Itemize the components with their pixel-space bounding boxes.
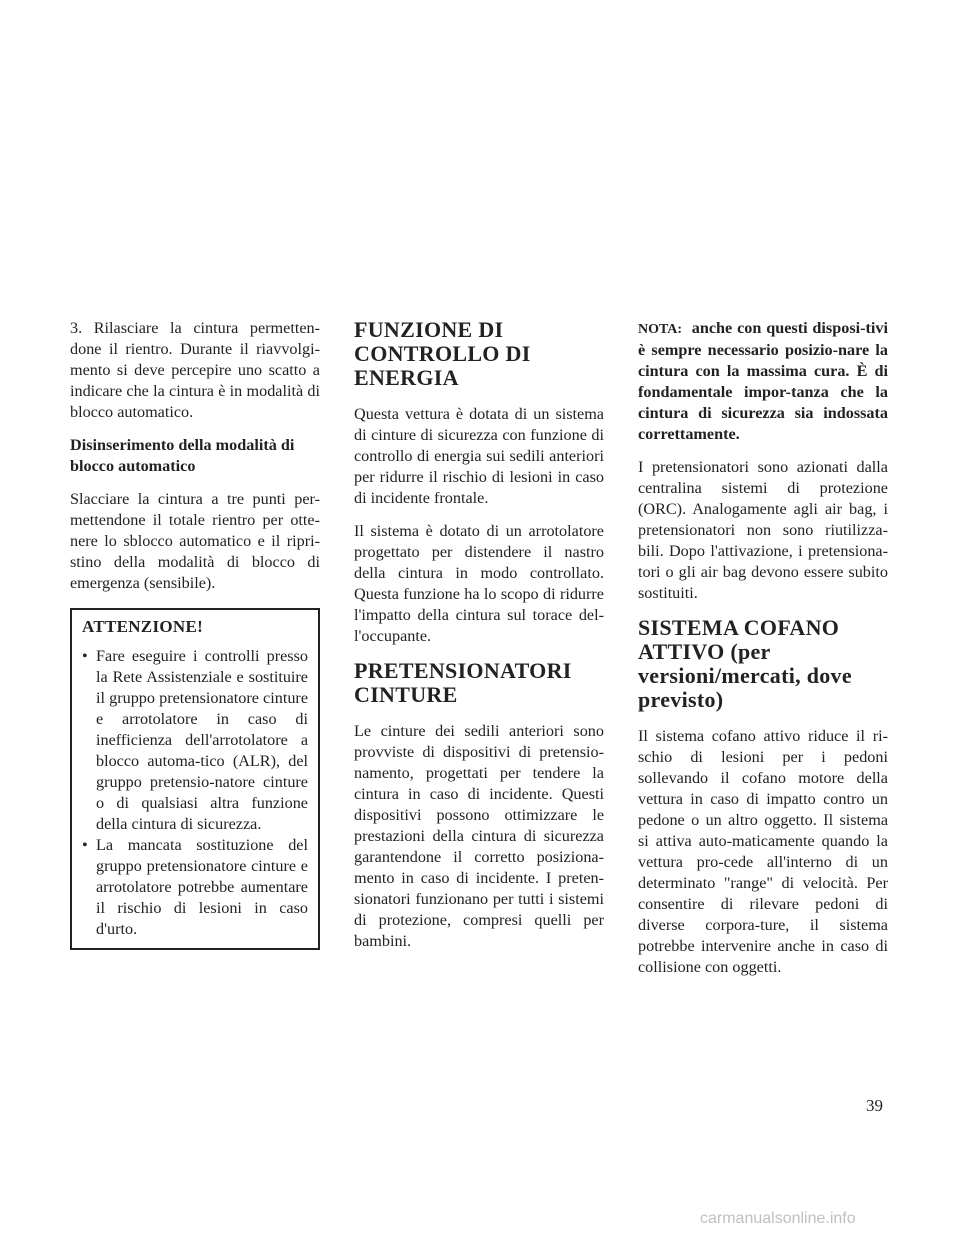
right-column: [638, 318, 888, 990]
note-label: NOTA:: [638, 322, 683, 337]
note-paragraph: [638, 318, 888, 445]
page-number: 39: [866, 1096, 883, 1115]
pretensioners-heading: PRETENSIONATORI CINTURE: [354, 658, 572, 707]
warning-box: [70, 608, 320, 950]
middle-column: [354, 318, 604, 964]
auto-lock-disengage-heading: Disinserimento della modalità di blocco automatico: [70, 436, 295, 475]
auto-lock-disengage-text: Slacciare la cintura a tre punti per-mettendone il totale rientro per otte-nere lo sblocco automatico e il ripri-stino della modalità di blocco di emergenza (sensibile).: [70, 490, 320, 592]
energy-control-heading: FUNZIONE DI CONTROLLO DI ENERGIA: [354, 317, 531, 390]
active-hood-text: Il sistema cofano attivo riduce il ri-schio di lesioni per i pedoni sollevando il cofano motore della vettura in caso di impatto contro un pedone o un altro oggetto. Il sistema si attiva auto-maticamente quando la vettura pro-cede all'interno di un determinato "range" di velocità. Per consentire di rilevare pedoni di diverse corpora-ture, il sistema potrebbe intervenire anche in caso di collisione con oggetti.: [638, 727, 888, 976]
left-column: [70, 318, 320, 950]
warning-item-text: La mancata sostituzione del gruppo pretensionatore cinture e arrotolatore potrebbe aumentare il rischio di lesioni in caso d'urto.: [96, 836, 308, 938]
warning-list: [82, 646, 308, 940]
warning-item-text: Fare eseguire i controlli presso la Rete Assistenziale e sostituire il gruppo pretensionatore cinture e arrotolatore in caso di inefficienza dell'arrotolatore a blocco automa-tico (ALR), del gruppo pretensio-natore cinture o di qualsiasi altra funzione della cintura di sicurezza.: [96, 647, 308, 833]
bullet-icon: •: [82, 647, 88, 665]
note-text: anche con questi disposi-tivi è sempre necessario posizio-nare la cintura con la massima cura. È di fondamentale impor-tanza che la cintura di sicurezza sia indossata correttamente.: [638, 319, 888, 443]
warning-title: ATTENZIONE!: [82, 617, 204, 636]
active-hood-heading: SISTEMA COFANO ATTIVO (per versioni/mercati, dove previsto): [638, 615, 852, 712]
energy-control-text-1: Questa vettura è dotata di un sistema di cinture di sicurezza con funzione di controllo di energia sui sedili anteriori per ridurre il rischio di lesioni in caso di incidente frontale.: [354, 405, 604, 507]
watermark: carmanualsonline.info: [700, 1210, 856, 1227]
pretensioners-text: Le cinture dei sedili anteriori sono provviste di dispositivi di pretensio-namento, progettati per tendere la cintura in caso di incidente. Questi dispositivi possono ottimizzare le prestazioni della cintura di sicurezza garantendone il corretto posiziona-mento in caso di incidente. I preten-sionatori funzionano per tutti i sistemi di protezione, compresi quelli per bambini.: [354, 722, 604, 950]
warning-item: [82, 646, 308, 835]
pretensioners-activation-text: I pretensionatori sono azionati dalla centralina sistemi di protezione (ORC). Analogamente agli air bag, i pretensionatori non sono riutilizza-bili. Dopo l'attivazione, i pretensiona-tori o gli air bag devono essere subito sostituiti.: [638, 458, 888, 602]
step-3-text: 3. Rilasciare la cintura permetten-done il rientro. Durante il riavvolgi-mento si deve percepire uno scatto a indicare che la cintura è in modalità di blocco automatico.: [70, 319, 320, 421]
bullet-icon: •: [82, 836, 88, 854]
warning-item: [82, 835, 308, 940]
energy-control-text-2: Il sistema è dotato di un arrotolatore progettato per distendere il nastro della cintura in modo controllato. Questa funzione ha lo scopo di ridurre l'impatto della cintura sul torace del-l'occupante.: [354, 522, 604, 645]
